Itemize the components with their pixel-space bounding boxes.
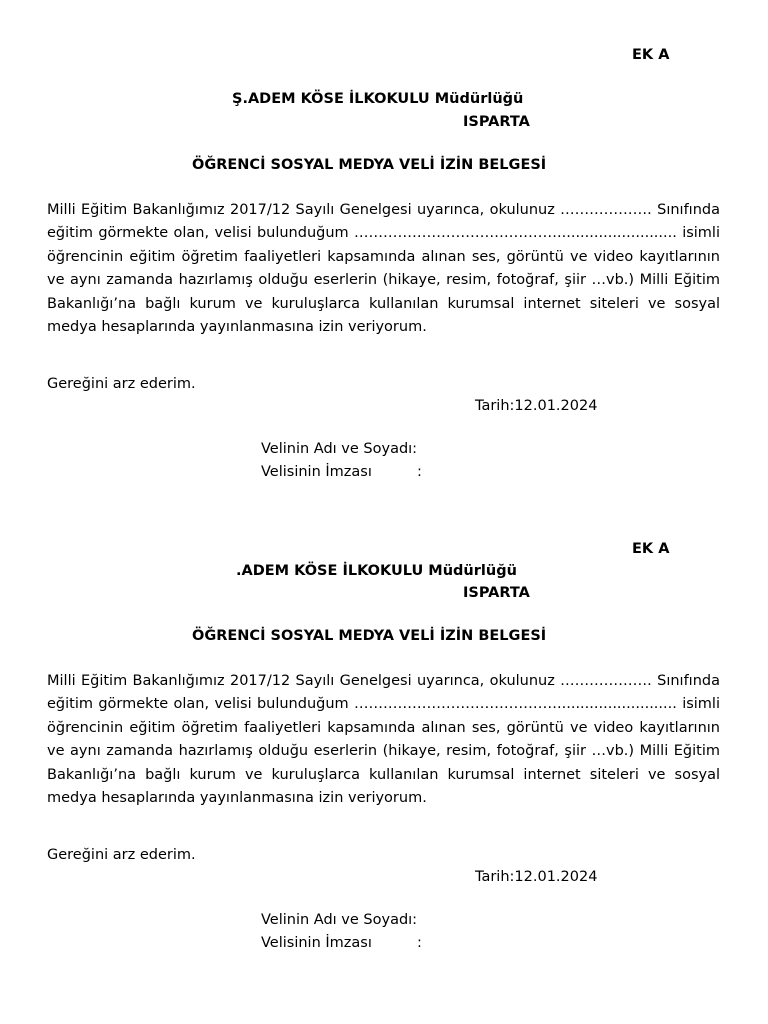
closing-line: Gereğini arz ederim. [47, 847, 196, 863]
signature-colon: : [417, 464, 422, 480]
date-line: Tarih:12.01.2024 [475, 869, 598, 885]
parent-name-label: Velinin Adı ve Soyadı: [261, 441, 418, 457]
school-name: Ş.ADEM KÖSE İLKOKULU Müdürlüğü [232, 91, 524, 107]
school-name: .ADEM KÖSE İLKOKULU Müdürlüğü [236, 563, 517, 579]
parent-name-label: Velinin Adı ve Soyadı: [261, 912, 418, 928]
signature-label: Velisinin İmzası [261, 935, 372, 951]
form-title: ÖĞRENCİ SOSYAL MEDYA VELİ İZİN BELGESİ [192, 157, 547, 173]
city-name: ISPARTA [463, 114, 530, 130]
signature-label: Velisinin İmzası [261, 464, 372, 480]
signature-colon: : [417, 935, 422, 951]
consent-text: Milli Eğitim Bakanlığımız 2017/12 Sayılı Genelgesi uyarınca, okulunuz ………………. Sınıfında eğitim görmekte olan, velisi bulunduğum …………………………………….......................... isimli öğrencinin eğitim öğretim faaliyetleri kapsamında alınan ses, görüntü ve video kayıtlarının ve aynı zamanda hazırlamış olduğu eserlerin (hikaye, resim, fotoğraf, şiir …vb.) Milli Eğitim Bakanlığı’na bağlı kurum ve kuruluşlarca kullanılan kurumsal internet siteleri ve sosyal medya hesaplarında yayınlanmasına izin veriyorum. [47, 673, 720, 807]
city-name: ISPARTA [463, 585, 530, 601]
date-line: Tarih:12.01.2024 [475, 398, 598, 414]
annex-label: EK A [632, 47, 670, 63]
consent-text: Milli Eğitim Bakanlığımız 2017/12 Sayılı Genelgesi uyarınca, okulunuz ………………. Sınıfında eğitim görmekte olan, velisi bulunduğum …………………………………….......................... isimli öğrencinin eğitim öğretim faaliyetleri kapsamında alınan ses, görüntü ve video kayıtlarının ve aynı zamanda hazırlamış olduğu eserlerin (hikaye, resim, fotoğraf, şiir …vb.) Milli Eğitim Bakanlığı’na bağlı kurum ve kuruluşlarca kullanılan kurumsal internet siteleri ve sosyal medya hesaplarında yayınlanmasına izin veriyorum. [47, 202, 720, 336]
closing-line: Gereğini arz ederim. [47, 376, 196, 392]
annex-label: EK A [632, 541, 670, 557]
form-title: ÖĞRENCİ SOSYAL MEDYA VELİ İZİN BELGESİ [192, 628, 547, 644]
